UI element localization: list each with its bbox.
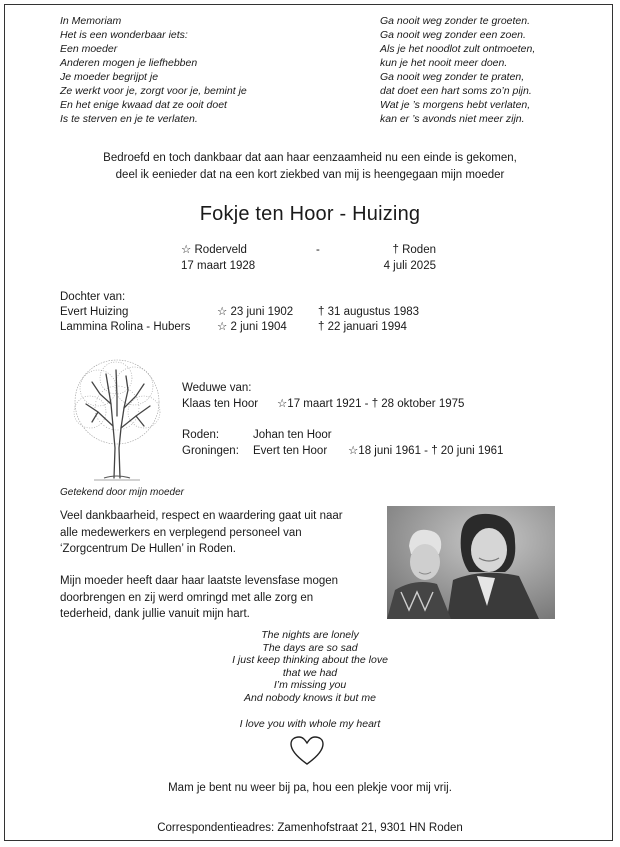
poem-line: Ga nooit weg zonder te groeten. — [380, 15, 531, 27]
english-poem-line: The days are so sad — [262, 641, 358, 654]
english-poem-line: And nobody knows it but me — [244, 691, 376, 704]
deceased-name: Fokje ten Hoor - Huizing — [199, 203, 421, 225]
poem-line: Als je het noodlot zult ontmoeten, — [380, 43, 536, 55]
death-date: 4 juli 2025 — [383, 260, 436, 272]
poem-line: Is te sterven en je te verlaten. — [60, 113, 198, 125]
love-line: I love you with whole my heart — [239, 718, 381, 730]
thanks-line: Veel dankbaarheid, respect en waardering gaat uit naar — [60, 510, 343, 522]
spouse-name: Klaas ten Hoor — [182, 398, 259, 410]
spouse-dates: ☆17 maart 1921 - † 28 oktober 1975 — [277, 398, 465, 410]
intro-line: deel ik eenieder dat na een kort ziekbed van mij is heengegaan mijn moeder — [115, 169, 505, 181]
english-poem — [0, 629, 620, 705]
poem-line: Ga nooit weg zonder te praten, — [380, 71, 525, 83]
poem-line: Ga nooit weg zonder een zoen. — [380, 29, 526, 41]
thanks-paragraph-1 — [60, 508, 343, 558]
child-place: Roden: — [182, 429, 220, 441]
thanks-line: tederheid, dank jullie vanuit mijn hart. — [60, 608, 250, 620]
correspondence-address: Correspondentieadres: Zamenhofstraat 21, 9301 HN Roden — [157, 822, 463, 834]
mother-born: ☆ 2 juni 1904 — [217, 321, 287, 333]
parents-heading: Dochter van: — [60, 291, 126, 303]
spouse-heading: Weduwe van: — [182, 382, 252, 394]
family-photo — [387, 506, 555, 619]
mother-died: † 22 januari 1994 — [318, 321, 407, 333]
poem-line: Een moeder — [60, 43, 118, 55]
poem-left — [60, 14, 247, 126]
poem-line: Je moeder begrijpt je — [60, 71, 159, 83]
thanks-line: alle medewerkers en verplegend personeel van — [60, 526, 302, 539]
poem-line: Anderen mogen je liefhebben — [60, 57, 198, 69]
child-name: Evert ten Hoor — [253, 445, 328, 457]
tree-caption: Getekend door mijn moeder — [60, 487, 184, 498]
intro-line: Bedroefd en toch dankbaar dat aan haar eenzaamheid nu een einde is gekomen, — [103, 152, 517, 164]
father-died: † 31 augustus 1983 — [318, 306, 420, 318]
english-poem-line: that we had — [282, 666, 338, 679]
mother-name: Lammina Rolina - Hubers — [60, 321, 191, 333]
tree-drawing — [64, 356, 170, 484]
english-poem-line: The nights are lonely — [261, 629, 359, 641]
poem-line: dat doet een hart soms zo’n pijn. — [380, 85, 532, 97]
father-born: ☆ 23 juni 1902 — [217, 306, 294, 318]
poem-line: In Memoriam — [60, 15, 122, 27]
father-name: Evert Huizing — [60, 306, 129, 318]
intro-text — [0, 150, 620, 184]
poem-line: Het is een wonderbaar iets: — [60, 29, 188, 41]
thanks-line: ‘Zorgcentrum De Hullen’ in Roden. — [60, 543, 236, 555]
birth-place: ☆ Roderveld — [181, 244, 247, 256]
english-poem-line: I just keep thinking about the love — [232, 654, 388, 667]
poem-line: Ze werkt voor je, zorgt voor je, bemint je — [60, 85, 247, 97]
poem-right — [380, 14, 535, 126]
thanks-paragraph-2 — [60, 573, 338, 623]
child-name: Johan ten Hoor — [253, 429, 332, 441]
birth-date: 17 maart 1928 — [181, 260, 256, 272]
thanks-line: doorbrengen en zij werd omringd met alle zorg en — [60, 591, 314, 604]
closing-line: Mam je bent nu weer bij pa, hou een plekje voor mij vrij. — [168, 782, 452, 794]
poem-line: En het enige kwaad dat ze ooit doet — [60, 99, 227, 111]
poem-line: kan er ’s avonds niet meer zijn. — [380, 113, 525, 125]
heart-icon — [289, 735, 325, 767]
child-dates: ☆18 juni 1961 - † 20 juni 1961 — [348, 445, 504, 457]
child-place: Groningen: — [182, 445, 239, 457]
thanks-line: Mijn moeder heeft daar haar laatste levensfase mogen — [60, 575, 339, 587]
date-separator: - — [316, 244, 320, 256]
poem-line: Wat je ’s morgens hebt verlaten, — [380, 99, 531, 111]
english-poem-line: I’m missing you — [273, 679, 347, 692]
poem-line: kun je het nooit meer doen. — [380, 57, 508, 69]
death-place: † Roden — [392, 244, 436, 256]
